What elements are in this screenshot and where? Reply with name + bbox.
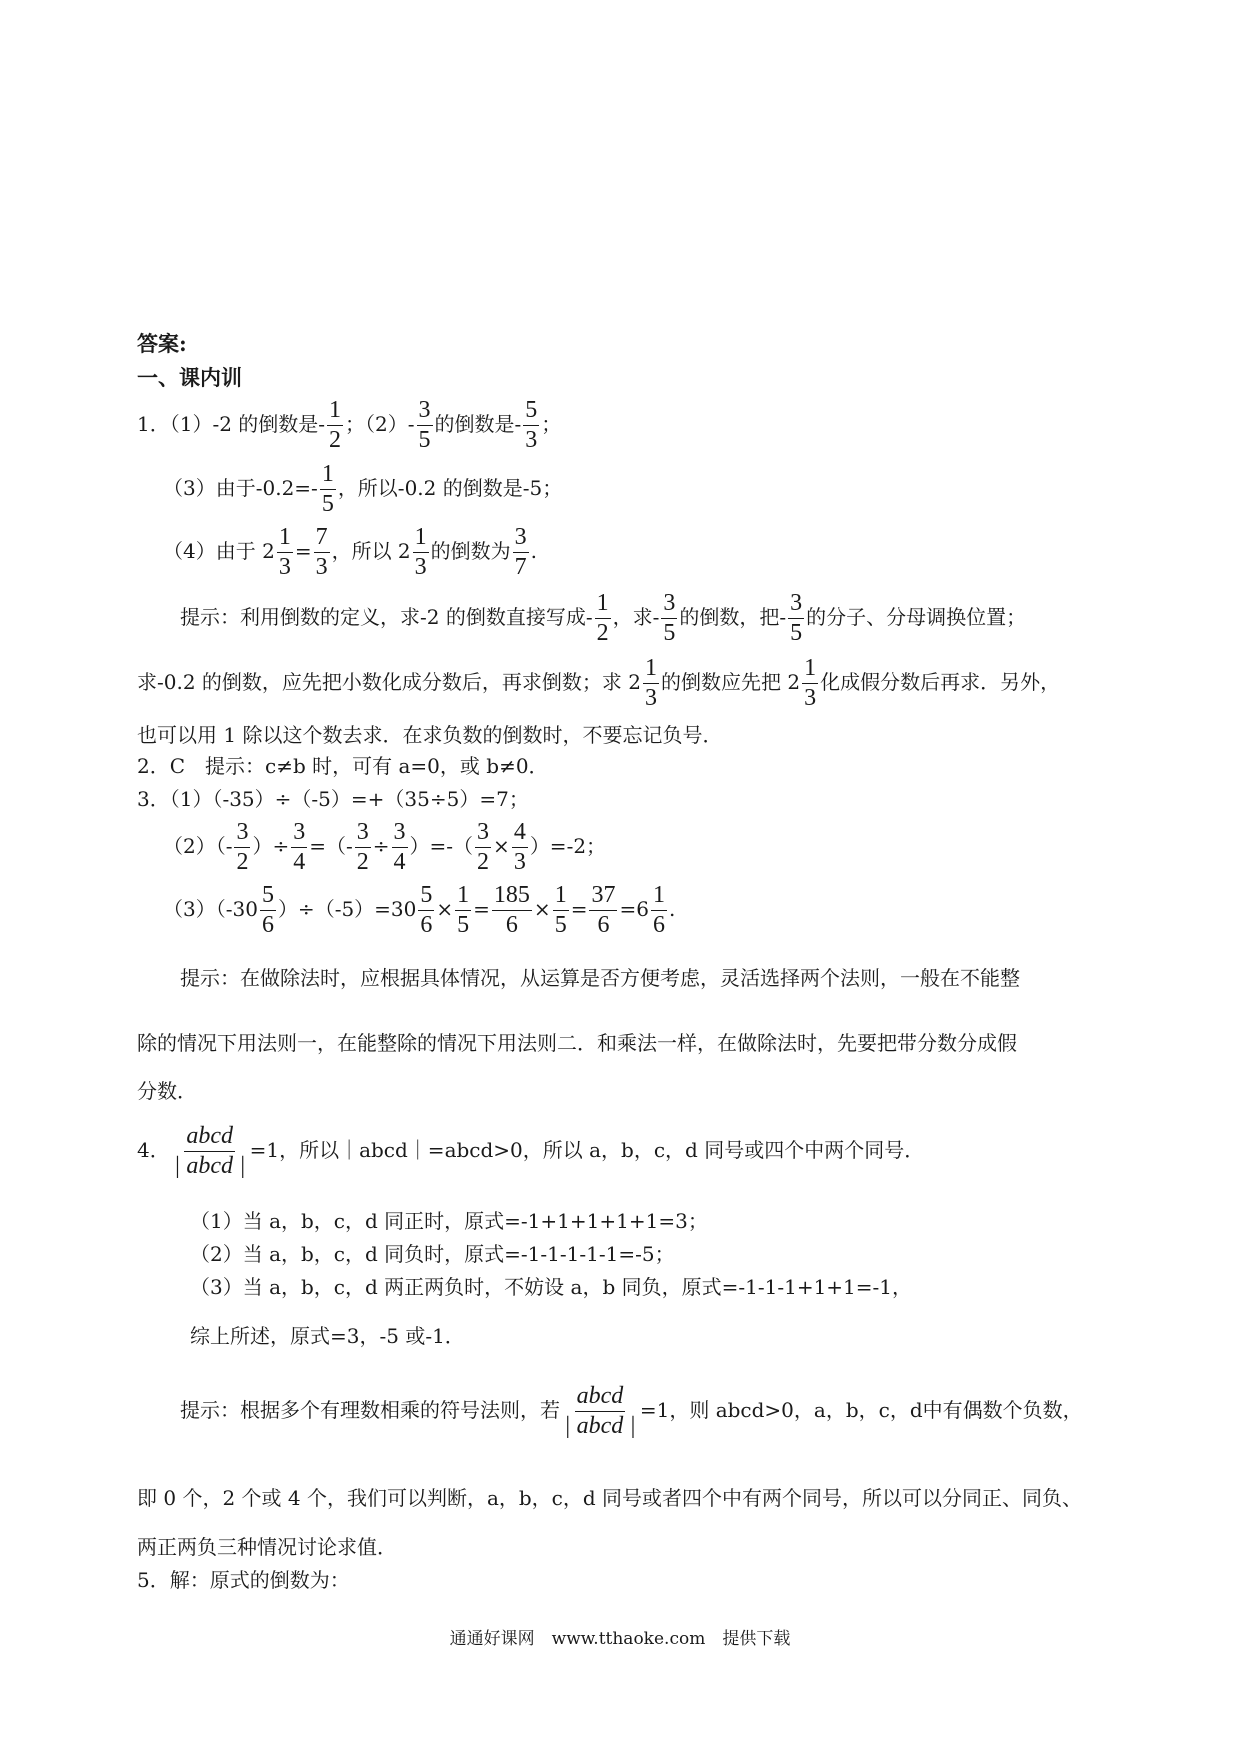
fraction: $\frac{5}{6}$ <box>420 882 433 939</box>
q1-line-2: （3）由于-0.2=- $\frac{1}{5}$ ，所以-0.2 的倒数是-5； <box>163 461 563 518</box>
fraction: $\frac{\text{abcd}}{\text{| abcd |}}$ <box>173 1123 246 1180</box>
fraction: $\frac{4}{3}$ <box>513 819 526 876</box>
fraction: $\frac{1}{2}$ <box>329 397 342 454</box>
q4-hint-line-3: 两正两负三种情况讨论求值． <box>137 1535 397 1559</box>
fraction: $\frac{1}{5}$ <box>457 882 470 939</box>
q4-case-3: （3）当 a，b，c，d 两正两负时，不妨设 a，b 同负，原式=-1-1-1+1+1=-1， <box>190 1275 913 1299</box>
fraction: $\frac{3}{5}$ <box>790 590 803 647</box>
fraction: $\frac{7}{3}$ <box>315 524 328 581</box>
q3-line-3: （3）（-30 $\frac{5}{6}$ ）÷（-5）=30 $\frac{5}{6}$ × $\frac{1}{5}$ = $\frac{185}{6}$ × $\frac{1}{5}$ = $\frac{37}{6}$ =6 $\frac{1}{6}$ . <box>163 882 676 939</box>
q3-line-2: （2）（- $\frac{3}{2}$ ）÷ $\frac{3}{4}$ =（- $\frac{3}{2}$ ÷ $\frac{3}{4}$ ）=-（ $\frac{3}{2}$ × $\frac{4}{3}$ ）=-2； <box>163 819 607 876</box>
fraction: $\frac{1}{2}$ <box>596 590 609 647</box>
page-footer: 通通好课网 www.tthaoke.com 提供下载 <box>449 1629 791 1649</box>
q4-hint-line-1: 提示：根据多个有理数相乘的符号法则，若 $\frac{\text{abcd}}{\text{| abcd |}}$ =1，则 abcd>0，a，b，c，d中有偶数个负数， <box>180 1383 1083 1440</box>
fraction: $\frac{3}{2}$ <box>356 819 369 876</box>
q4-case-1: （1）当 a，b，c，d 同正时，原式=-1+1+1+1+1=3； <box>190 1209 708 1233</box>
fraction: $\frac{1}{5}$ <box>321 461 334 518</box>
q1-line-1: 1．（1）-2 的倒数是- $\frac{1}{2}$ ；（2）- $\frac{3}{5}$ 的倒数是- $\frac{5}{3}$ ； <box>137 397 562 454</box>
fraction: $\frac{1}{3}$ <box>414 524 427 581</box>
fraction: $\frac{3}{7}$ <box>514 524 527 581</box>
q2-line: 2．C 提示：c≠b 时，可有 a=0，或 b≠0． <box>137 754 549 778</box>
fraction: $\frac{37}{6}$ <box>591 882 616 939</box>
q1-hint-line-3: 也可以用 1 除以这个数去求．在求负数的倒数时，不要忘记负号． <box>137 723 723 747</box>
q3-hint-line-1: 提示：在做除法时，应根据具体情况，从运算是否方便考虑，灵活选择两个法则，一般在不能整 <box>180 966 1020 990</box>
fraction: $\frac{1}{3}$ <box>804 655 817 712</box>
q1-line-3: （4）由于 2 $\frac{1}{3}$ = $\frac{7}{3}$ ，所以 2 $\frac{1}{3}$ 的倒数为 $\frac{3}{7}$ . <box>163 524 538 581</box>
fraction: $\frac{3}{5}$ <box>418 397 431 454</box>
fraction: $\frac{3}{4}$ <box>393 819 406 876</box>
fraction: $\frac{1}{5}$ <box>554 882 567 939</box>
q5-line: 5．解：原式的倒数为： <box>137 1568 350 1592</box>
q1-hint-line-1: 提示：利用倒数的定义，求-2 的倒数直接写成- $\frac{1}{2}$ ，求- $\frac{3}{5}$ 的倒数，把- $\frac{3}{5}$ 的分子、分母调换位置； <box>180 590 1027 647</box>
q4-summary: 综上所述，原式=3，-5 或-1． <box>190 1324 465 1348</box>
fraction: $\frac{1}{3}$ <box>645 655 658 712</box>
section-heading: 一、课内训 <box>137 365 242 390</box>
fraction: $\frac{3}{4}$ <box>293 819 306 876</box>
fraction: $\frac{3}{5}$ <box>663 590 676 647</box>
q3-line-1: 3．（1）（-35）÷（-5）=+（35÷5）=7； <box>137 787 529 811</box>
fraction: $\frac{5}{3}$ <box>525 397 538 454</box>
q3-hint-line-2: 除的情况下用法则一，在能整除的情况下用法则二．和乘法一样，在做除法时，先要把带分数分成假 <box>137 1031 1017 1055</box>
q4-hint-line-2: 即 0 个，2 个或 4 个，我们可以判断，a，b，c，d 同号或者四个中有两个同号，所以可以分同正、同负、 <box>137 1486 1083 1510</box>
fraction: $\frac{5}{6}$ <box>261 882 274 939</box>
fraction: $\frac{3}{2}$ <box>236 819 249 876</box>
fraction: $\frac{185}{6}$ <box>493 882 530 939</box>
fraction: $\frac{\text{abcd}}{\text{| abcd |}}$ <box>564 1383 636 1440</box>
answer-heading: 答案: <box>137 331 187 356</box>
fraction: $\frac{3}{2}$ <box>477 819 490 876</box>
q3-hint-line-3: 分数． <box>137 1079 197 1103</box>
fraction: $\frac{1}{6}$ <box>652 882 665 939</box>
q4-line-1: 4． $\frac{\text{abcd}}{\text{| abcd |}}$ =1，所以｜abcd｜=abcd>0，所以 a，b，c，d 同号或四个中两个同号． <box>137 1123 925 1180</box>
q1-hint-line-2: 求-0.2 的倒数，应先把小数化成分数后，再求倒数；求 2 $\frac{1}{3}$ 的倒数应先把 2 $\frac{1}{3}$ 化成假分数后再求．另外， <box>137 655 1061 712</box>
fraction: $\frac{1}{3}$ <box>278 524 291 581</box>
q4-case-2: （2）当 a，b，c，d 同负时，原式=-1-1-1-1-1=-5； <box>190 1242 675 1266</box>
